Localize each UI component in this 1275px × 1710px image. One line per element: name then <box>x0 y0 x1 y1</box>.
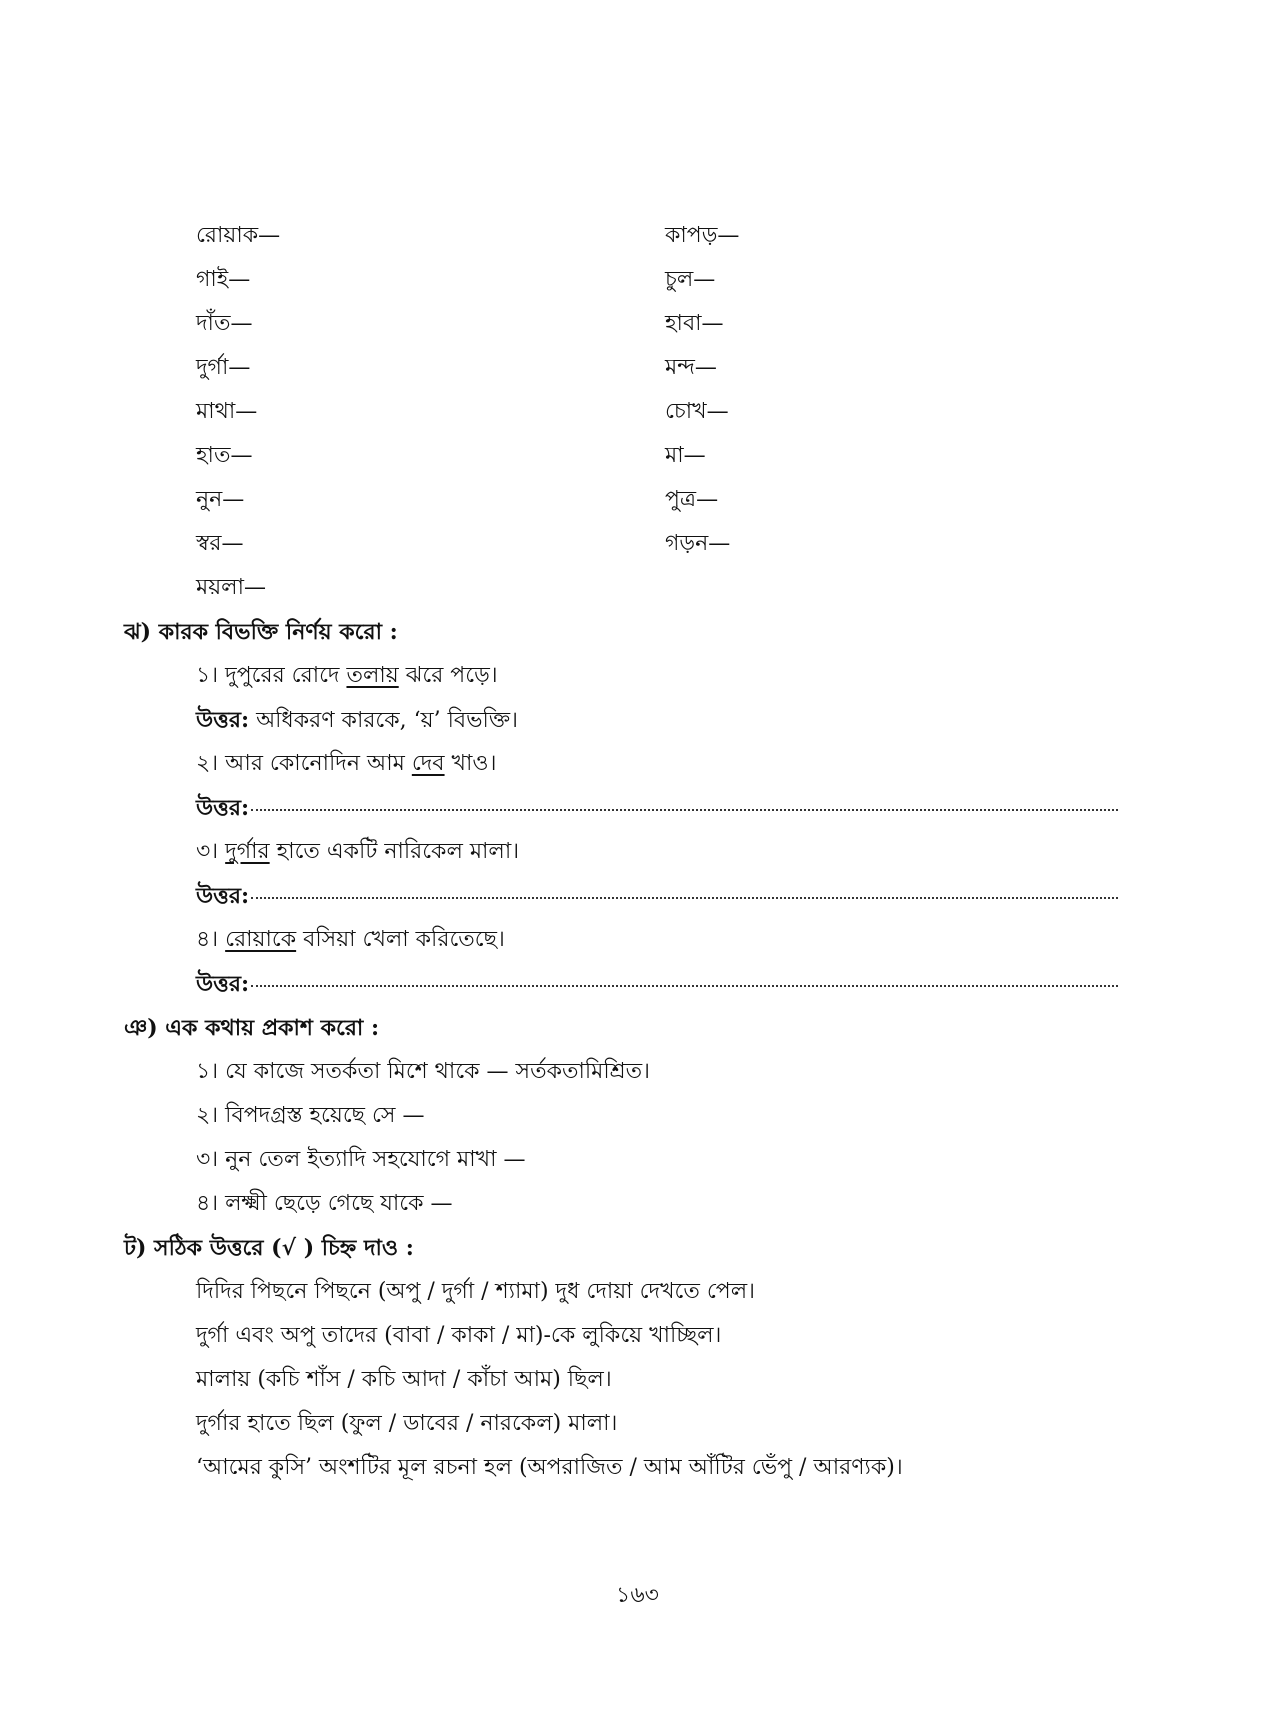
jha-question-4 <box>196 925 505 955</box>
section-nya-heading: ঞ) এক কথায় প্রকাশ করো : <box>124 1015 380 1041</box>
nya-item-1: ১। যে কাজে সতর্কতা মিশে থাকে — সর্তকতামিশ্রিত। <box>196 1059 651 1084</box>
word-left-4: দুর্গা— <box>196 355 251 380</box>
page-number: ১৬৩ <box>616 1583 659 1608</box>
word-right-6: মা— <box>665 443 706 468</box>
q-underlined-word: তলায় <box>346 663 399 688</box>
nya-item-3: ৩। নুন তেল ইত্যাদি সহযোগে মাখা — <box>196 1147 526 1172</box>
word-right-1: কাপড়— <box>665 223 740 248</box>
word-right-5: চোখ— <box>665 399 729 424</box>
answer-blank-line <box>251 789 1118 811</box>
jha-question-1 <box>196 661 498 691</box>
jha-answer-4 <box>196 969 1118 999</box>
section-ta-heading: ট) সঠিক উত্তরে (√ ) চিহ্ন দাও : <box>124 1235 414 1261</box>
word-right-2: চুল— <box>665 267 716 292</box>
answer-label: উত্তর: <box>196 971 250 997</box>
word-right-8: গড়ন— <box>665 531 731 556</box>
word-left-7: নুন— <box>196 487 245 512</box>
jha-answer-2 <box>196 793 1118 823</box>
q-text: খাও। <box>444 751 497 776</box>
q-underlined-word: দুর্গার <box>225 839 270 864</box>
q-underlined-word: রোয়াকে <box>225 927 297 952</box>
section-jha-heading: ঝ) কারক বিভক্তি নির্ণয় করো : <box>124 619 398 645</box>
nya-item-2: ২। বিপদগ্রস্ত হয়েছে সে — <box>196 1103 425 1128</box>
q-text: হাতে একটি নারিকেল মালা। <box>269 839 520 864</box>
answer-blank-line <box>251 877 1118 899</box>
answer-text: অধিকরণ কারকে, ‘য়’ বিভক্তি। <box>249 708 519 733</box>
word-right-4: মন্দ— <box>665 355 717 380</box>
jha-question-3 <box>196 837 519 867</box>
ta-item-5: ‘আমের কুসি’ অংশটির মূল রচনা হল (অপরাজিত / আম আঁটির ভেঁপু / আরণ্যক)। <box>196 1455 903 1480</box>
answer-label: উত্তর: <box>196 883 250 909</box>
nya-item-4: ৪। লক্ষ্মী ছেড়ে গেছে যাকে — <box>196 1191 453 1216</box>
word-left-9: ময়লা— <box>196 575 266 600</box>
q-text: ২। আর কোনোদিন আম <box>196 751 412 776</box>
q-text: ১। দুপুরের রোদে <box>196 663 347 688</box>
q-text: ৪। <box>196 927 226 952</box>
word-left-2: গাই— <box>196 267 251 292</box>
word-left-1: রোয়াক— <box>196 223 281 248</box>
ta-item-2: দুর্গা এবং অপু তাদের (বাবা / কাকা / মা)-কে লুকিয়ে খাচ্ছিল। <box>196 1323 722 1348</box>
q-text: ঝরে পড়ে। <box>398 663 498 688</box>
ta-item-3: মালায় (কচি শাঁস / কচি আদা / কাঁচা আম) ছিল। <box>196 1367 612 1392</box>
jha-question-2 <box>196 749 496 779</box>
ta-item-1: দিদির পিছনে পিছনে (অপু / দুর্গা / শ্যামা) দুধ দোয়া দেখতে পেল। <box>196 1279 755 1304</box>
word-left-6: হাত— <box>196 443 253 468</box>
q-underlined-word: দেব <box>411 751 445 776</box>
answer-blank-line <box>251 965 1118 987</box>
word-right-3: হাবা— <box>665 311 724 336</box>
answer-label: উত্তর: <box>196 795 250 821</box>
jha-answer-3 <box>196 881 1118 911</box>
word-left-5: মাথা— <box>196 399 258 424</box>
word-right-7: পুত্র— <box>665 487 719 512</box>
word-left-3: দাঁত— <box>196 311 253 336</box>
answer-label: উত্তর: <box>196 707 250 733</box>
q-text: বসিয়া খেলা করিতেছে। <box>296 927 505 952</box>
word-left-8: স্বর— <box>196 531 244 556</box>
ta-item-4: দুর্গার হাতে ছিল (ফুল / ডাবের / নারকেল) মালা। <box>196 1411 618 1436</box>
jha-answer-1 <box>196 705 518 736</box>
q-text: ৩। <box>196 839 226 864</box>
